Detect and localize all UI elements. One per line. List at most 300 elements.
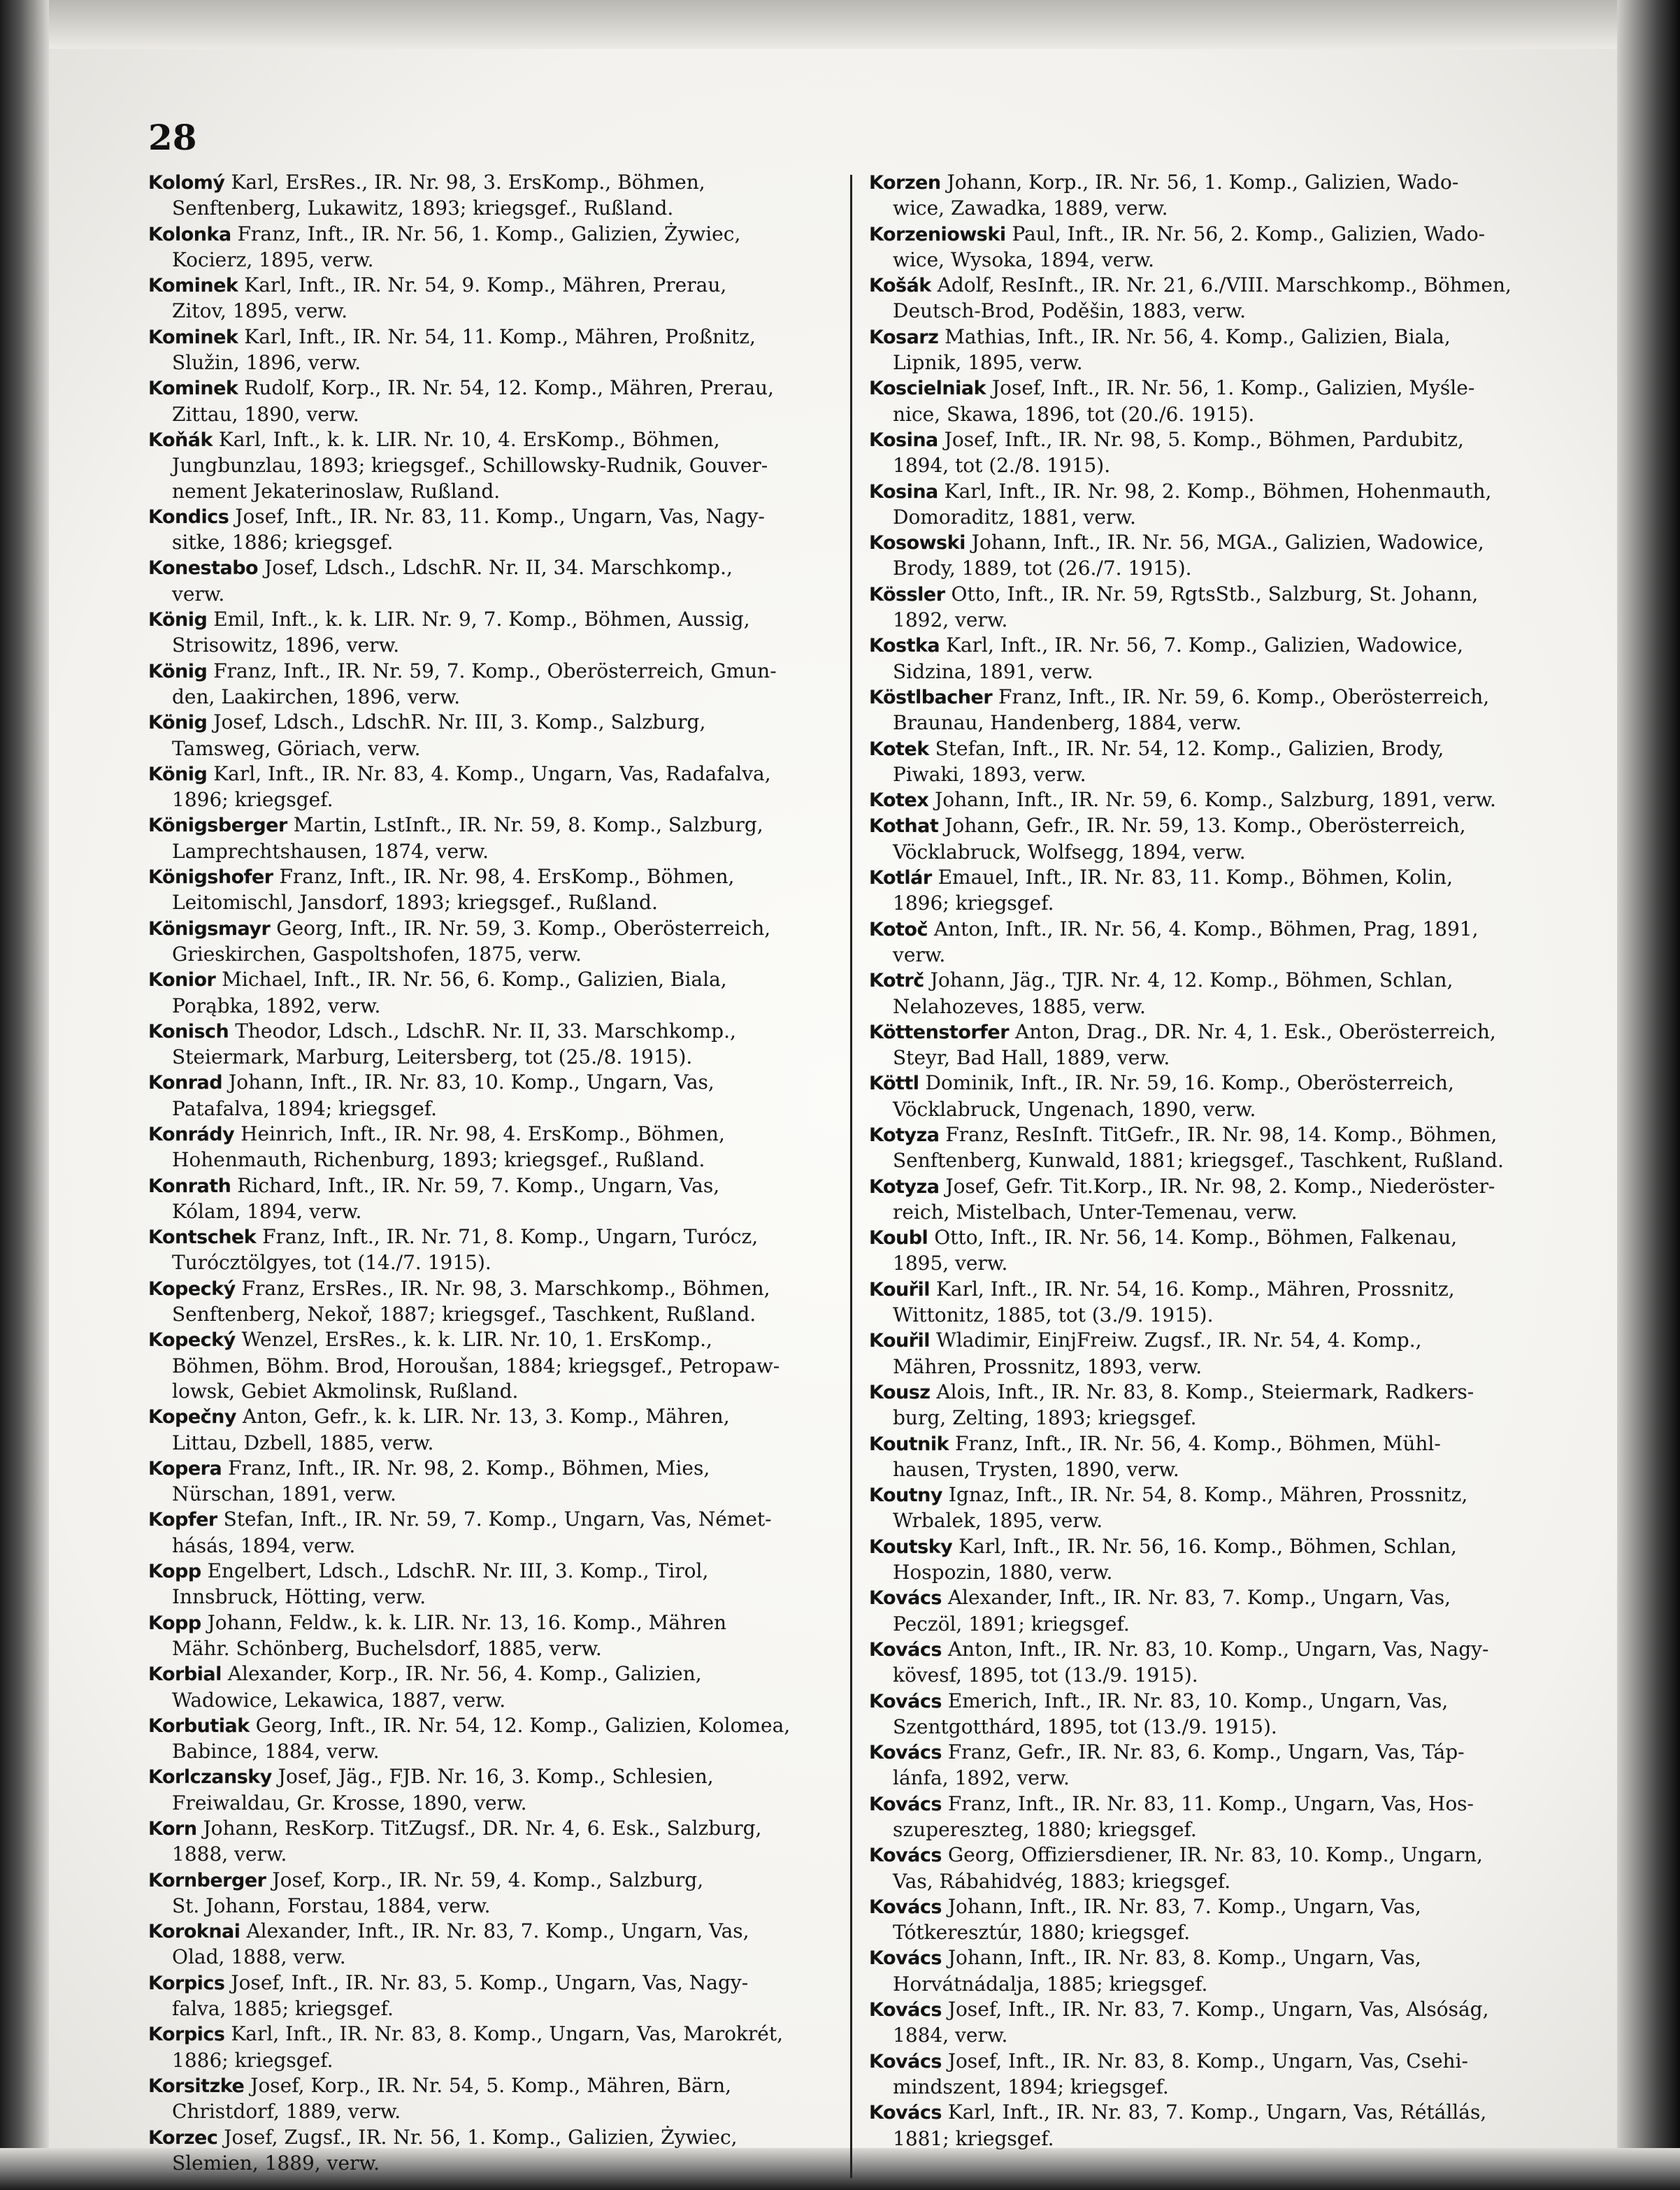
entry-details: Karl, Inft., IR. Nr. 83, 7. Komp., Ungarn, Vas, Rétállás, xyxy=(947,2100,1487,2124)
roster-entry-line xyxy=(148,1354,842,1379)
entry-details: Franz, Gefr., IR. Nr. 83, 6. Komp., Ungarn, Vas, Táp- xyxy=(947,1740,1465,1764)
roster-entry-line xyxy=(148,1327,842,1353)
roster-entry-line xyxy=(148,1996,842,2021)
entry-details: Služin, 1896, verw. xyxy=(172,351,361,375)
entry-details: Richard, Inft., IR. Nr. 59, 7. Komp., Ungarn, Vas, xyxy=(237,1173,720,1197)
roster-entry-line xyxy=(869,1251,1563,1276)
entry-details: 1892, verw. xyxy=(893,608,1008,632)
entry-details: Franz, Inft., IR. Nr. 56, 1. Komp., Galizien, Żywiec, xyxy=(237,222,741,245)
entry-details: Josef, Ldsch., LdschR. Nr. III, 3. Komp., Salzburg, xyxy=(213,710,706,734)
roster-entry-line xyxy=(148,479,842,504)
roster-entry-line xyxy=(148,864,842,890)
entry-details: Theodor, Ldsch., LdschR. Nr. II, 33. Marschkomp., xyxy=(235,1019,736,1043)
roster-entry-line xyxy=(148,375,842,401)
roster-entry-line xyxy=(148,761,842,787)
roster-entry-line xyxy=(869,968,1563,994)
roster-entry-line xyxy=(869,608,1563,633)
roster-entry-line xyxy=(869,1894,1563,1920)
entry-surname: König xyxy=(148,763,208,785)
entry-details: 1886; kriegsgef. xyxy=(172,2048,333,2072)
entry-details: Franz, Inft., IR. Nr. 83, 11. Komp., Ungarn, Vas, Hos- xyxy=(947,1791,1474,1815)
roster-entry-line xyxy=(869,1225,1563,1251)
entry-details: Franz, Inft., IR. Nr. 98, 4. ErsKomp., Böhmen, xyxy=(279,865,735,889)
entry-surname: Konrath xyxy=(148,1175,231,1197)
entry-surname: Kopečny xyxy=(148,1406,236,1429)
roster-entry-line xyxy=(148,1302,842,1327)
roster-entry-line xyxy=(148,942,842,967)
entry-surname: Köttl xyxy=(869,1073,919,1095)
entry-details: Christdorf, 1889, verw. xyxy=(172,2100,401,2124)
roster-entry-line xyxy=(869,530,1563,556)
entry-surname: Kousz xyxy=(869,1381,931,1403)
entry-details: Emerich, Inft., IR. Nr. 83, 10. Komp., Ungarn, Vas, xyxy=(947,1689,1449,1712)
roster-entry-line xyxy=(869,170,1563,196)
roster-entry-line xyxy=(869,1534,1563,1560)
roster-entry-line xyxy=(148,170,842,196)
entry-details: Braunau, Handenberg, 1884, verw. xyxy=(893,711,1242,735)
entry-details: Anton, Inft., IR. Nr. 56, 4. Komp., Böhmen, Prag, 1891, xyxy=(933,917,1479,940)
roster-entry-line xyxy=(148,1199,842,1224)
entry-surname: Koscielniak xyxy=(869,378,986,400)
roster-entry-line xyxy=(869,505,1563,530)
entry-details: Kólam, 1894, verw. xyxy=(172,1199,362,1223)
entry-details: Johann, Inft., IR. Nr. 83, 7. Komp., Ungarn, Vas, xyxy=(947,1894,1421,1918)
roster-entry-line xyxy=(148,2099,842,2124)
entry-details: Johann, Inft., IR. Nr. 59, 6. Komp., Salzburg, 1891, verw. xyxy=(935,788,1496,812)
roster-entry-line xyxy=(148,659,842,685)
roster-entry-line xyxy=(148,1661,842,1687)
roster-entry-line xyxy=(148,2125,842,2151)
entry-details: Emil, Inft., k. k. LIR. Nr. 9, 7. Komp., Böhmen, Aussig, xyxy=(213,608,750,631)
entry-surname: Korzen xyxy=(869,172,941,194)
entry-details: Rudolf, Korp., IR. Nr. 54, 12. Komp., Mähren, Prerau, xyxy=(244,376,774,400)
roster-entry-line xyxy=(869,248,1563,273)
roster-entry-line xyxy=(148,1636,842,1661)
roster-entry-line xyxy=(869,2100,1563,2126)
right-column xyxy=(869,170,1563,2152)
entry-details: verw. xyxy=(172,582,225,606)
entry-details: Emauel, Inft., IR. Nr. 83, 11. Komp., Böhmen, Kolin, xyxy=(938,866,1453,889)
roster-entry-line xyxy=(869,1585,1563,1611)
entry-surname: Kovács xyxy=(869,2102,942,2124)
entry-details: Josef, Gefr. Tit.Korp., IR. Nr. 98, 2. Komp., Niederöster- xyxy=(945,1174,1495,1198)
entry-details: Turócztölgyes, tot (14./7. 1915). xyxy=(172,1251,491,1275)
roster-entry-line xyxy=(148,1610,842,1636)
column-divider xyxy=(850,175,852,2178)
roster-entry-line xyxy=(148,350,842,375)
entry-details: Johann, Feldw., k. k. LIR. Nr. 13, 16. Komp., Mähren xyxy=(207,1610,727,1634)
roster-entry-line xyxy=(148,1456,842,1482)
entry-surname: Kovács xyxy=(869,1947,942,1970)
roster-entry-line xyxy=(148,1173,842,1199)
roster-entry-line xyxy=(869,1277,1563,1303)
roster-entry-line xyxy=(869,1482,1563,1508)
entry-details: Olad, 1888, verw. xyxy=(172,1945,346,1969)
entry-details: Vöcklabruck, Ungenach, 1890, verw. xyxy=(893,1097,1256,1121)
roster-entry-line xyxy=(148,1276,842,1302)
entry-surname: Königsberger xyxy=(148,815,287,837)
roster-entry-line xyxy=(148,504,842,530)
roster-entry-line xyxy=(869,1560,1563,1585)
entry-surname: Koutny xyxy=(869,1484,942,1507)
roster-entry-line xyxy=(148,1791,842,1816)
roster-entry-line xyxy=(869,787,1563,813)
entry-details: sitke, 1886; kriegsgef. xyxy=(172,531,394,554)
roster-entry-line xyxy=(869,1508,1563,1533)
entry-details: Hospozin, 1880, verw. xyxy=(893,1561,1113,1584)
roster-entry-line xyxy=(148,1764,842,1790)
entry-details: kövesf, 1895, tot (13./9. 1915). xyxy=(893,1663,1198,1687)
entry-surname: Koňák xyxy=(148,429,213,451)
roster-entry-line xyxy=(869,427,1563,453)
entry-details: Piwaki, 1893, verw. xyxy=(893,762,1086,786)
roster-entry-line xyxy=(148,2048,842,2073)
roster-entry-line xyxy=(869,350,1563,375)
page-number: 28 xyxy=(148,117,197,158)
roster-entry-line xyxy=(148,1584,842,1610)
roster-entry-line xyxy=(869,582,1563,608)
entry-details: Johann, Inft., IR. Nr. 56, MGA., Galizien, Wadowice, xyxy=(971,531,1484,554)
entry-surname: Königsmayr xyxy=(148,917,271,940)
entry-details: Martin, LstInft., IR. Nr. 59, 8. Komp., Salzburg, xyxy=(293,813,763,837)
roster-entry-line xyxy=(869,840,1563,865)
roster-entry-line xyxy=(148,1919,842,1945)
roster-entry-line xyxy=(869,891,1563,916)
entry-details: Karl, Inft., IR. Nr. 83, 4. Komp., Ungarn, Vas, Radafalva, xyxy=(213,761,771,785)
roster-entry-line xyxy=(148,222,842,248)
roster-entry-line xyxy=(148,2151,842,2176)
roster-entry-line xyxy=(148,1970,842,1996)
entry-details: wice, Wysoka, 1894, verw. xyxy=(893,248,1155,271)
scan-edge-right xyxy=(1617,0,1680,2190)
roster-entry-line xyxy=(869,813,1563,839)
roster-entry-line xyxy=(148,248,842,273)
roster-entry-line xyxy=(869,1071,1563,1096)
entry-details: Tamsweg, Göriach, verw. xyxy=(172,736,421,760)
roster-entry-line xyxy=(869,479,1563,505)
entry-surname: Kominek xyxy=(148,275,238,297)
entry-surname: Kovács xyxy=(869,1690,942,1712)
roster-entry-line xyxy=(148,607,842,633)
entry-details: Josef, Inft., IR. Nr. 56, 1. Komp., Galizien, Myśle- xyxy=(991,376,1475,400)
entry-details: Engelbert, Ldsch., LdschR. Nr. III, 3. Komp., Tirol, xyxy=(207,1559,709,1583)
roster-entry-line xyxy=(148,710,842,736)
roster-entry-line xyxy=(148,1688,842,1713)
entry-details: Horvátnádalja, 1885; kriegsgef. xyxy=(893,1972,1208,1996)
entry-details: Josef, Inft., IR. Nr. 83, 7. Komp., Ungarn, Vas, Alsóság, xyxy=(947,1998,1489,2021)
entry-details: nement Jekaterinoslaw, Rußland. xyxy=(172,479,501,503)
entry-details: Kocierz, 1895, verw. xyxy=(172,248,374,271)
entry-surname: Korsitzke xyxy=(148,2075,245,2097)
entry-details: Franz, ErsRes., IR. Nr. 98, 3. Marschkomp., Böhmen, xyxy=(241,1276,770,1300)
entry-details: Senftenberg, Lukawitz, 1893; kriegsgef., Rußland. xyxy=(172,196,674,220)
roster-entry-line xyxy=(869,222,1563,248)
entry-surname: Kosina xyxy=(869,429,938,451)
entry-surname: Kothat xyxy=(869,815,939,838)
roster-entry-line xyxy=(869,1689,1563,1715)
roster-entry-line xyxy=(148,1070,842,1096)
roster-entry-line xyxy=(869,1045,1563,1071)
entry-details: Alexander, Inft., IR. Nr. 83, 7. Komp., Ungarn, Vas, xyxy=(947,1586,1451,1610)
entry-surname: Königshofer xyxy=(148,866,273,889)
entry-details: Mähren, Prossnitz, 1893, verw. xyxy=(893,1354,1202,1378)
entry-surname: König xyxy=(148,609,208,631)
entry-details: Karl, Inft., k. k. LIR. Nr. 10, 4. ErsKomp., Böhmen, xyxy=(218,427,720,451)
roster-entry-line xyxy=(869,1766,1563,1791)
roster-entry-line xyxy=(148,1713,842,1739)
roster-entry-line xyxy=(148,555,842,581)
entry-details: Deutsch-Brod, Poděšin, 1883, verw. xyxy=(893,299,1246,323)
roster-entry-line xyxy=(869,1200,1563,1225)
entry-details: Hohenmauth, Richenburg, 1893; kriegsgef., Rußland. xyxy=(172,1148,705,1172)
entry-details: szupereszteg, 1880; kriegsgef. xyxy=(893,1818,1197,1841)
roster-entry-line xyxy=(148,1045,842,1070)
roster-entry-line xyxy=(148,1816,842,1842)
roster-entry-line xyxy=(148,1559,842,1584)
entry-details: Johann, Inft., IR. Nr. 83, 8. Komp., Ungarn, Vas, xyxy=(947,1946,1421,1970)
entry-surname: Kontschek xyxy=(148,1226,257,1249)
entry-surname: Kotek xyxy=(869,738,929,760)
roster-entry-line xyxy=(869,1328,1563,1354)
entry-details: 1896; kriegsgef. xyxy=(172,788,333,812)
entry-surname: Koubl xyxy=(869,1227,928,1250)
roster-entry-line xyxy=(148,196,842,221)
entry-details: Franz, Inft., IR. Nr. 98, 2. Komp., Böhmen, Mies, xyxy=(228,1456,710,1480)
entry-details: Grieskirchen, Gaspoltshofen, 1875, verw. xyxy=(172,942,582,966)
entry-details: Steyr, Bad Hall, 1889, verw. xyxy=(893,1046,1170,1070)
entry-details: Lamprechtshausen, 1874, verw. xyxy=(172,839,489,863)
entry-details: Szentgotthárd, 1895, tot (13./9. 1915). xyxy=(893,1715,1277,1738)
entry-details: hásás, 1894, verw. xyxy=(172,1533,356,1557)
entry-details: Johann, Inft., IR. Nr. 83, 10. Komp., Ungarn, Vas, xyxy=(229,1071,715,1094)
roster-entry-line xyxy=(148,633,842,658)
entry-surname: Korbial xyxy=(148,1663,222,1686)
roster-entry-line xyxy=(148,813,842,838)
roster-entry-line xyxy=(148,685,842,710)
roster-entry-line xyxy=(148,1842,842,1867)
entry-details: Babince, 1884, verw. xyxy=(172,1740,380,1763)
roster-entry-line xyxy=(148,1404,842,1430)
entry-surname: Kovács xyxy=(869,1793,942,1815)
entry-details: Josef, Korp., IR. Nr. 59, 4. Komp., Salzburg, xyxy=(272,1868,704,1891)
entry-surname: Konior xyxy=(148,969,216,992)
entry-details: Littau, Dzbell, 1885, verw. xyxy=(172,1431,434,1454)
entry-details: Josef, Inft., IR. Nr. 83, 5. Komp., Ungarn, Vas, Nagy- xyxy=(231,1970,749,1994)
entry-details: Mathias, Inft., IR. Nr. 56, 4. Komp., Galizien, Biala, xyxy=(945,324,1451,348)
entry-details: Mähr. Schönberg, Buchelsdorf, 1885, verw. xyxy=(172,1636,602,1660)
entry-details: Heinrich, Inft., IR. Nr. 98, 4. ErsKomp., Böhmen, xyxy=(240,1122,725,1145)
entry-details: Franz, Inft., IR. Nr. 71, 8. Komp., Ungarn, Turócz, xyxy=(262,1225,759,1249)
roster-entry-line xyxy=(148,1533,842,1559)
entry-details: Karl, ErsRes., IR. Nr. 98, 3. ErsKomp., Böhmen, xyxy=(231,171,705,194)
entry-details: Georg, Offiziersdiener, IR. Nr. 83, 10. Komp., Ungarn, xyxy=(947,1843,1483,1867)
entry-details: Johann, ResKorp. TitZugsf., DR. Nr. 4, 6. Esk., Salzburg, xyxy=(203,1817,762,1840)
entry-details: reich, Mistelbach, Unter-Temenau, verw. xyxy=(893,1200,1298,1224)
entry-details: Alexander, Korp., IR. Nr. 56, 4. Komp., Galizien, xyxy=(227,1662,702,1686)
entry-details: Wadowice, Lekawica, 1887, verw. xyxy=(172,1688,506,1712)
entry-details: Franz, Inft., IR. Nr. 59, 7. Komp., Oberösterreich, Gmun- xyxy=(213,659,777,682)
entry-details: Domoraditz, 1881, verw. xyxy=(893,505,1136,529)
entry-details: Karl, Inft., IR. Nr. 56, 16. Komp., Böhmen, Schlan, xyxy=(959,1534,1457,1558)
roster-entry-line xyxy=(869,1817,1563,1842)
roster-entry-line xyxy=(869,1019,1563,1045)
entry-details: Vas, Rábahidvég, 1883; kriegsgef. xyxy=(893,1869,1231,1893)
roster-entry-line xyxy=(148,1019,842,1045)
entry-details: wice, Zawadka, 1889, verw. xyxy=(893,196,1168,220)
entry-surname: Konisch xyxy=(148,1020,229,1043)
scan-edge-top xyxy=(0,0,1680,49)
roster-entry-line xyxy=(869,1097,1563,1122)
entry-surname: Kominek xyxy=(148,326,238,348)
entry-details: Vöcklabruck, Wolfsegg, 1894, verw. xyxy=(893,840,1246,864)
roster-entry-line xyxy=(869,865,1563,891)
entry-surname: Korpics xyxy=(148,1972,225,1994)
entry-details: Anton, Gefr., k. k. LIR. Nr. 13, 3. Komp., Mähren, xyxy=(242,1405,730,1429)
roster-entry-line xyxy=(148,736,842,761)
entry-details: Lipnik, 1895, verw. xyxy=(893,351,1083,375)
entry-details: 1896; kriegsgef. xyxy=(893,892,1054,915)
entry-surname: Korlczansky xyxy=(148,1766,272,1789)
roster-entry-line xyxy=(869,1637,1563,1663)
entry-details: Josef, Zugsf., IR. Nr. 56, 1. Komp., Galizien, Żywiec, xyxy=(224,2125,738,2149)
entry-details: den, Laakirchen, 1896, verw. xyxy=(172,685,461,708)
entry-surname: Korzec xyxy=(148,2126,218,2149)
entry-details: Sidzina, 1891, verw. xyxy=(893,659,1093,683)
entry-surname: Kopera xyxy=(148,1457,222,1480)
entry-details: Josef, Inft., IR. Nr. 83, 11. Komp., Ungarn, Vas, Nagy- xyxy=(235,504,765,528)
entry-details: Senftenberg, Nekoř, 1887; kriegsgef., Taschkent, Rußland. xyxy=(172,1303,756,1326)
roster-entry-line xyxy=(148,916,842,942)
entry-details: Peczöl, 1891; kriegsgef. xyxy=(893,1612,1130,1636)
entry-details: Leitomischl, Jansdorf, 1893; kriegsgef., Rußland. xyxy=(172,891,658,915)
entry-details: falva, 1885; kriegsgef. xyxy=(172,1997,394,2021)
entry-details: Tótkeresztúr, 1880; kriegsgef. xyxy=(893,1921,1191,1945)
roster-entry-line xyxy=(869,375,1563,401)
entry-details: Johann, Jäg., TJR. Nr. 4, 12. Komp., Böhmen, Schlan, xyxy=(930,968,1453,992)
entry-details: Josef, Inft., IR. Nr. 83, 8. Komp., Ungarn, Vas, Csehi- xyxy=(947,2049,1468,2073)
entry-surname: Koutnik xyxy=(869,1433,949,1455)
roster-entry-line xyxy=(869,1945,1563,1971)
roster-entry-line xyxy=(869,453,1563,478)
roster-entry-line xyxy=(148,299,842,324)
entry-details: burg, Zelting, 1893; kriegsgef. xyxy=(893,1406,1197,1430)
roster-entry-line xyxy=(869,1740,1563,1766)
entry-details: 1895, verw. xyxy=(893,1252,1008,1275)
roster-entry-line xyxy=(869,994,1563,1019)
roster-entry-line xyxy=(869,1791,1563,1817)
entry-surname: Kostka xyxy=(869,635,940,657)
entry-details: Otto, Inft., IR. Nr. 56, 14. Komp., Böhmen, Falkenau, xyxy=(934,1226,1458,1250)
entry-surname: Kotex xyxy=(869,789,929,812)
entry-details: Innsbruck, Hötting, verw. xyxy=(172,1585,426,1609)
roster-entry-line xyxy=(148,427,842,453)
roster-entry-line xyxy=(869,1920,1563,1945)
entry-surname: Kosowski xyxy=(869,532,965,554)
roster-entry-line xyxy=(869,1431,1563,1457)
roster-entry-line xyxy=(148,994,842,1019)
entry-details: Zitov, 1895, verw. xyxy=(172,299,348,323)
roster-entry-line xyxy=(148,1096,842,1122)
entry-surname: Konestabo xyxy=(148,557,259,580)
entry-surname: Kolomý xyxy=(148,172,225,194)
roster-entry-line xyxy=(148,2073,842,2099)
entry-details: Wrbalek, 1895, verw. xyxy=(893,1509,1103,1533)
entry-surname: Kovács xyxy=(869,2050,942,2073)
entry-surname: Kovács xyxy=(869,1638,942,1661)
entry-details: Johann, Korp., IR. Nr. 56, 1. Komp., Galizien, Wado- xyxy=(947,171,1459,194)
entry-details: Zittau, 1890, verw. xyxy=(172,402,359,426)
entry-surname: Kopp xyxy=(148,1612,201,1634)
entry-surname: Kouřil xyxy=(869,1278,931,1301)
entry-surname: Košák xyxy=(869,275,931,297)
roster-entry-line xyxy=(869,402,1563,427)
entry-details: Franz, Inft., IR. Nr. 59, 6. Komp., Oberösterreich, xyxy=(998,685,1490,708)
roster-entry-line xyxy=(869,710,1563,736)
entry-surname: König xyxy=(148,660,208,682)
roster-entry-line xyxy=(869,1663,1563,1688)
entry-details: Ignaz, Inft., IR. Nr. 54, 8. Komp., Mähren, Prossnitz, xyxy=(948,1483,1468,1507)
entry-surname: Kovács xyxy=(869,1587,942,1610)
roster-entry-line xyxy=(148,967,842,993)
entry-surname: Korzeniowski xyxy=(869,223,1006,245)
entry-details: St. Johann, Forstau, 1884, verw. xyxy=(172,1894,491,1917)
entry-surname: Korn xyxy=(148,1818,197,1840)
entry-details: 1881; kriegsgef. xyxy=(893,2126,1054,2150)
roster-entry-line xyxy=(869,2049,1563,2075)
entry-details: hausen, Trysten, 1890, verw. xyxy=(893,1457,1179,1481)
entry-surname: Kopecký xyxy=(148,1278,236,1300)
entry-details: Alexander, Inft., IR. Nr. 83, 7. Komp., Ungarn, Vas, xyxy=(246,1919,749,1943)
roster-entry-line xyxy=(869,633,1563,659)
entry-surname: Kosina xyxy=(869,480,938,503)
entry-details: Anton, Drag., DR. Nr. 4, 1. Esk., Oberösterreich, xyxy=(1014,1019,1496,1043)
entry-details: Senftenberg, Kunwald, 1881; kriegsgef., Taschkent, Rußland. xyxy=(893,1149,1504,1173)
entry-surname: Kosarz xyxy=(869,326,939,348)
entry-details: Anton, Inft., IR. Nr. 83, 10. Komp., Ungarn, Vas, Nagy- xyxy=(947,1637,1489,1661)
entry-details: 1888, verw. xyxy=(172,1842,287,1866)
entry-details: Strisowitz, 1896, verw. xyxy=(172,634,400,657)
roster-entry-line xyxy=(869,1148,1563,1173)
entry-surname: König xyxy=(148,712,208,734)
entry-details: 1894, tot (2./8. 1915). xyxy=(893,454,1111,478)
roster-entry-line xyxy=(869,1869,1563,1894)
entry-surname: Kotoč xyxy=(869,918,928,940)
roster-entry-line xyxy=(148,273,842,299)
entry-details: Paul, Inft., IR. Nr. 56, 2. Komp., Galizien, Wado- xyxy=(1012,222,1486,245)
entry-surname: Kotyza xyxy=(869,1175,940,1198)
scan-edge-left xyxy=(0,0,49,2190)
entry-surname: Kouřil xyxy=(869,1330,931,1352)
entry-surname: Korpics xyxy=(148,2024,225,2046)
entry-details: Brody, 1889, tot (26./7. 1915). xyxy=(893,557,1192,580)
entry-details: Slemien, 1889, verw. xyxy=(172,2151,380,2175)
roster-entry-line xyxy=(869,1303,1563,1328)
entry-details: mindszent, 1894; kriegsgef. xyxy=(893,2075,1169,2098)
roster-entry-line xyxy=(869,762,1563,787)
entry-details: Nelahozeves, 1885, verw. xyxy=(893,994,1146,1018)
roster-entry-line xyxy=(148,324,842,350)
entry-surname: Kotlár xyxy=(869,867,932,889)
entry-surname: Konrad xyxy=(148,1072,223,1094)
entry-surname: Kondics xyxy=(148,506,229,528)
entry-surname: Konrády xyxy=(148,1123,235,1145)
roster-entry-line xyxy=(869,2126,1563,2152)
roster-entry-line xyxy=(148,1507,842,1533)
entry-surname: Kornberger xyxy=(148,1869,266,1891)
entry-surname: Kopecký xyxy=(148,1329,236,1352)
roster-entry-line xyxy=(869,556,1563,581)
roster-entry-line xyxy=(869,1612,1563,1637)
